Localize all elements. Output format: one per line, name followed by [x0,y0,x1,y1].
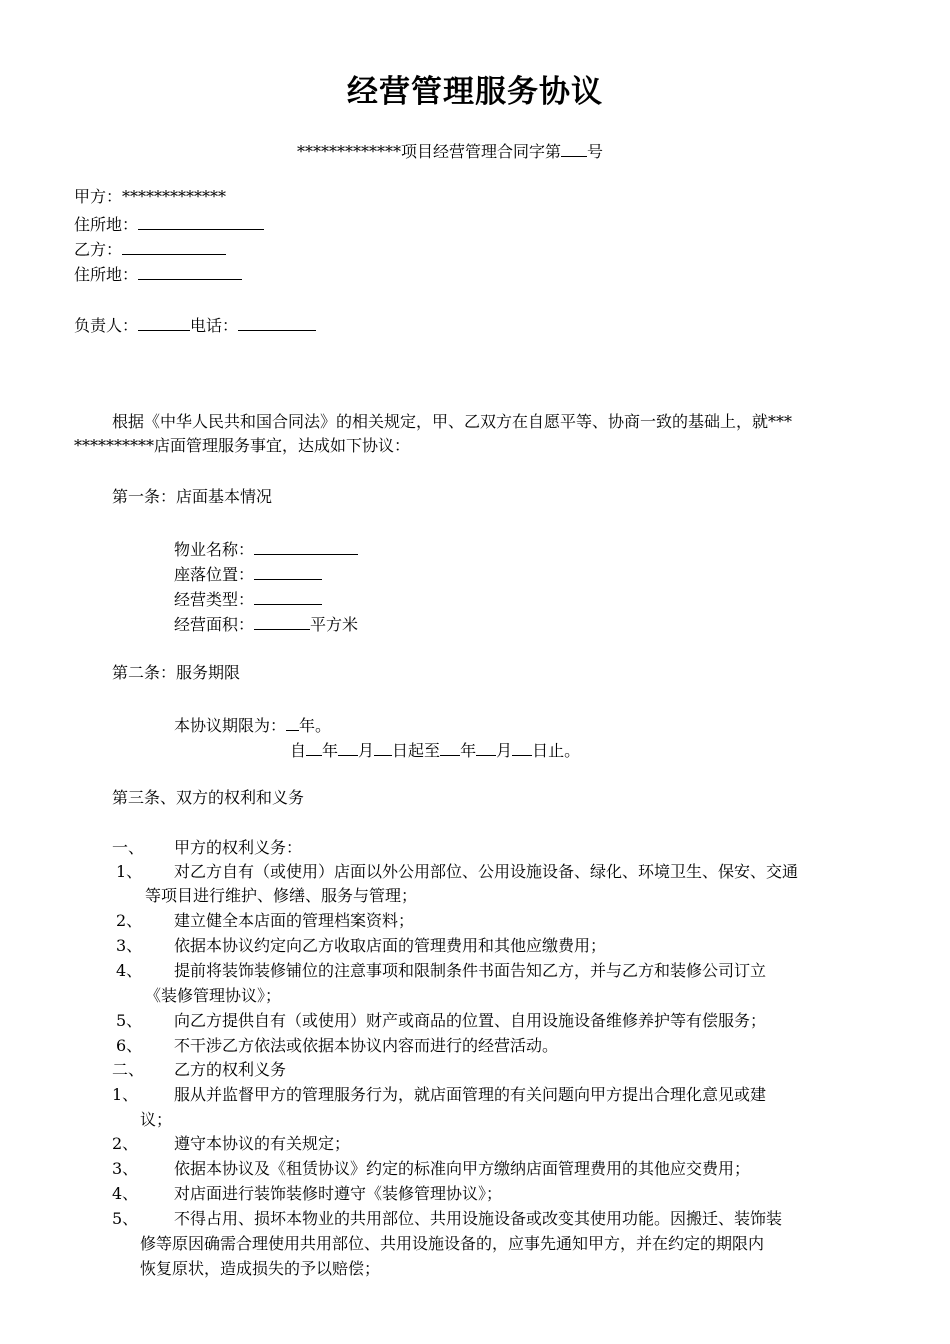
contract-number-prefix: *************项目经营管理合同字第 [297,142,562,161]
preamble-line-1: 根据《中华人民共和国合同法》的相关规定，甲、乙双方在自愿平等、协商一致的基础上，就*** [112,412,793,431]
business-area-blank [254,612,310,630]
period-label: 本协议期限为： [174,716,287,735]
location-label: 座落位置： [174,565,255,584]
location-blank [254,562,322,580]
business-area-label: 经营面积： [174,615,255,634]
contact-line [74,313,316,337]
party-a-line [74,186,226,208]
section-a-title: 甲方的权利义务： [174,838,303,857]
a-item-2-line-1: 建立健全本店面的管理档案资料； [174,911,415,930]
a-item-4-line-1: 提前将装饰装修铺位的注意事项和限制条件书面告知乙方，并与乙方和装修公司订立 [174,961,767,980]
year-label: 年 [322,741,339,760]
party-a-value: ************* [122,187,227,206]
b-item-1-line-1: 服从并监督甲方的管理服务行为，就店面管理的有关问题向甲方提出合理化意见或建 [174,1085,767,1104]
contract-number-blank [561,139,587,157]
party-a-address-blank [138,212,264,230]
a-item-6-number: 6、 [116,1036,143,1055]
a-item-4-line-2: 《装修管理协议》； [145,986,282,1005]
party-b-label: 乙方： [74,240,123,259]
contract-number-suffix: 号 [587,142,604,161]
business-area-line [174,612,358,636]
area-unit: 平方米 [310,615,359,634]
date-range-line [290,738,580,762]
party-b-line [74,237,226,261]
start-day-blank [374,738,392,756]
year-label-2: 年 [460,741,477,760]
b-item-5-line-2: 修等原因确需合理使用共用部位、共用设施设备的，应事先通知甲方，并在约定的期限内 [140,1234,765,1253]
b-item-4-line-1: 对店面进行装饰装修时遵守《装修管理协议》； [174,1184,503,1203]
period-blank [286,713,299,731]
start-month-blank [338,738,358,756]
preamble-line-2: **********店面管理服务事宜，达成如下协议： [74,436,411,455]
b-item-4-number: 4、 [112,1184,139,1203]
section-b-number: 二、 [112,1060,145,1079]
article-3-heading: 第三条、双方的权利和义务 [112,788,305,807]
article-2-heading: 第二条：服务期限 [112,663,241,682]
party-b-address-line [74,262,242,286]
b-item-5-line-1: 不得占用、损坏本物业的共用部位、共用设施设备或改变其使用功能。因搬迁、装饰装 [174,1209,783,1228]
article-1-heading: 第一条：店面基本情况 [112,487,273,506]
b-item-2-number: 2、 [112,1134,139,1153]
property-name-blank [254,537,358,555]
month-label-2: 月 [496,741,513,760]
end-day-blank [512,738,532,756]
document-title: 经营管理服务协议 [347,74,603,110]
party-b-address-label: 住所地： [74,265,139,284]
a-item-1-number: 1、 [116,862,143,881]
end-year-blank [440,738,460,756]
a-item-1-line-1: 对乙方自有（或使用）店面以外公用部位、公用设施设备、绿化、环境卫生、保安、交通 [174,862,799,881]
month-label: 月 [358,741,375,760]
end-suffix: 日止。 [532,741,581,760]
business-type-blank [254,587,322,605]
party-b-blank [122,237,226,255]
phone-blank [238,313,316,331]
b-item-3-number: 3、 [112,1159,139,1178]
a-item-1-line-2: 等项目进行维护、修缮、服务与管理； [145,886,418,905]
person-in-charge-label: 负责人： [74,316,139,335]
party-b-address-blank [138,262,242,280]
party-a-address-line [74,212,264,236]
end-month-blank [476,738,496,756]
property-name-line [174,537,358,561]
business-type-label: 经营类型： [174,590,255,609]
person-in-charge-blank [138,313,190,331]
contract-number-line [297,139,603,163]
b-item-1-line-2: 议； [140,1110,173,1129]
a-item-2-number: 2、 [116,911,143,930]
start-suffix: 日起至 [392,741,441,760]
a-item-5-number: 5、 [116,1011,143,1030]
b-item-3-line-1: 依据本协议及《租赁协议》约定的标准向甲方缴纳店面管理费用的其他应交费用； [174,1159,751,1178]
period-line [174,713,331,737]
b-item-2-line-1: 遵守本协议的有关规定； [174,1134,351,1153]
location-line [174,562,322,586]
a-item-5-line-1: 向乙方提供自有（或使用）财产或商品的位置、自用设施设备维修养护等有偿服务； [174,1011,767,1030]
phone-label: 电话： [190,316,239,335]
a-item-3-number: 3、 [116,936,143,955]
property-name-label: 物业名称： [174,540,255,559]
from-label: 自 [290,741,307,760]
period-unit: 年。 [299,716,332,735]
b-item-5-line-3: 恢复原状，造成损失的予以赔偿； [140,1259,381,1278]
a-item-6-line-1: 不干涉乙方依法或依据本协议内容而进行的经营活动。 [174,1036,559,1055]
section-a-number: 一、 [112,838,145,857]
party-a-label: 甲方： [74,187,123,206]
b-item-5-number: 5、 [112,1209,139,1228]
start-year-blank [306,738,322,756]
business-type-line [174,587,322,611]
section-b-title: 乙方的权利义务 [174,1060,287,1079]
a-item-3-line-1: 依据本协议约定向乙方收取店面的管理费用和其他应缴费用； [174,936,607,955]
b-item-1-number: 1、 [112,1085,139,1104]
a-item-4-number: 4、 [116,961,143,980]
party-a-address-label: 住所地： [74,215,139,234]
